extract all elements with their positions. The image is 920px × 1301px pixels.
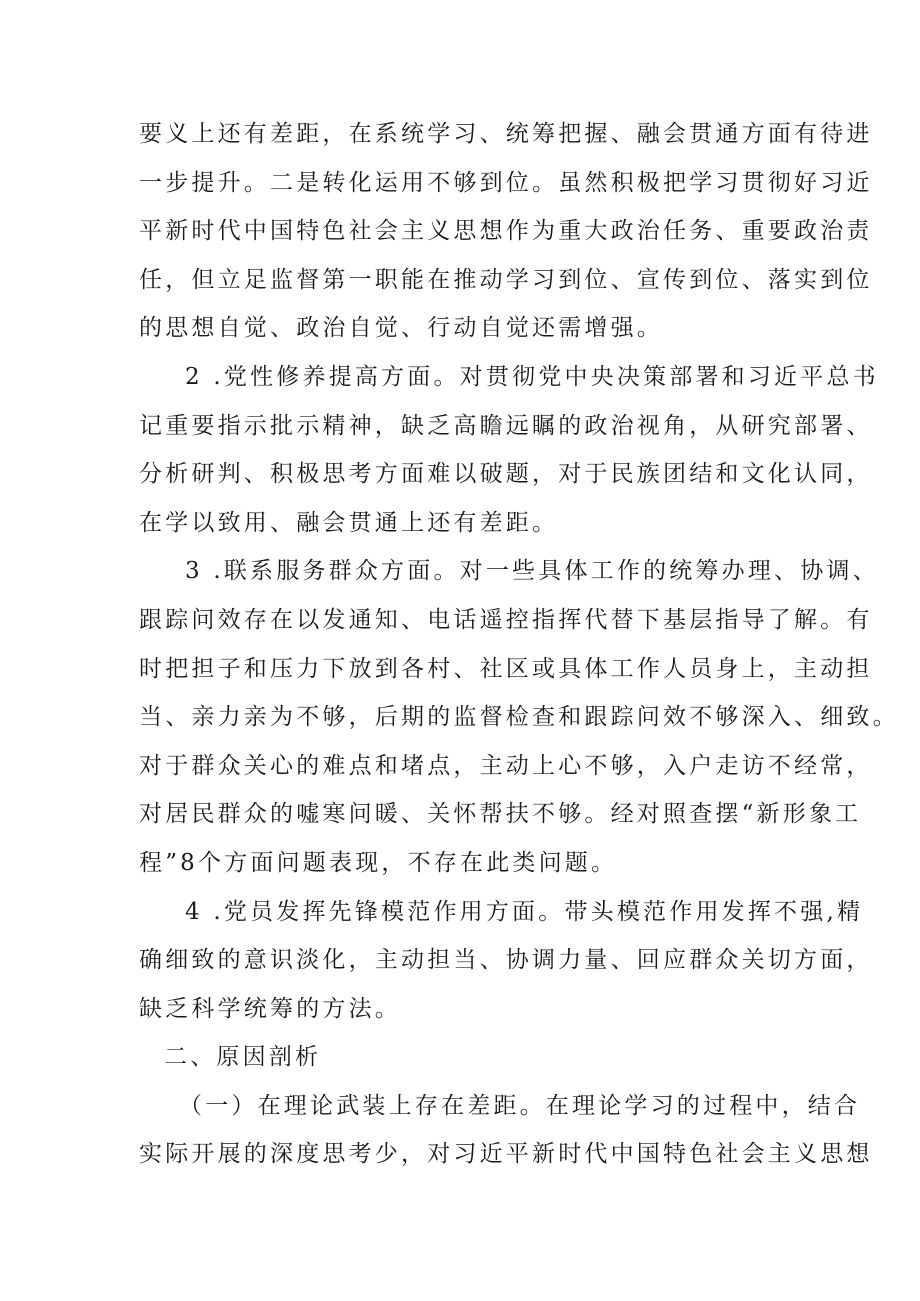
- text-line: 一步提升。二是转化运用不够到位。虽然积极把学习贯彻好习近: [139, 169, 873, 196]
- text-line: 的思想自觉、政治自觉、行动自觉还需增强。: [139, 315, 663, 342]
- item-4-heading-line: 4 .党员发挥先锋模范作用方面。带头模范作用发挥不强,精: [185, 898, 864, 925]
- text-line: 程”8个方面问题表现，不存在此类问题。: [139, 849, 618, 876]
- text-line: 任，但立足监督第一职能在推动学习到位、宣传到位、落实到位: [139, 266, 873, 293]
- text-line: 在学以致用、融会贯通上还有差距。: [139, 509, 559, 536]
- text-line: 确细致的意识淡化，主动担当、协调力量、回应群众关切方面，: [139, 947, 873, 974]
- text-line: 跟踪问效存在以发通知、电话遥控指挥代替下基层指导了解。有: [139, 606, 873, 633]
- item-3-heading-line: 3 .联系服务群众方面。对一些具体工作的统筹办理、协调、: [185, 558, 879, 585]
- text-line: 对居民群众的嘘寒问暖、关怀帮扶不够。经对照查摆“新形象工: [139, 801, 862, 828]
- text-line: 缺乏科学统筹的方法。: [139, 995, 401, 1022]
- document-body: [139, 110, 899, 1179]
- text-line: 要义上还有差距，在系统学习、统筹把握、融会贯通方面有待进: [139, 121, 873, 147]
- text-line: 当、亲力亲为不够，后期的监督检查和跟踪问效不够深入、细致。: [139, 704, 899, 731]
- subsection-heading-line: （一）在理论武装上存在差距。在理论学习的过程中，结合: [179, 1092, 861, 1119]
- section-heading: 二、原因剖析: [164, 1044, 322, 1071]
- text-line: 实际开展的深度思考少，对习近平新时代中国特色社会主义思想: [139, 1141, 873, 1168]
- item-2-heading-line: 2 .党性修养提高方面。对贯彻党中央决策部署和习近平总书: [185, 363, 879, 390]
- text-line: 平新时代中国特色社会主义思想作为重大政治任务、重要政治责: [139, 218, 873, 245]
- text-line: 记重要指示批示精神，缺乏高瞻远瞩的政治视角，从研究部署、: [139, 412, 873, 439]
- text-line: 对于群众关心的难点和堵点，主动上心不够，入户走访不经常，: [139, 752, 873, 779]
- text-line: 时把担子和压力下放到各村、社区或具体工作人员身上，主动担: [139, 655, 873, 682]
- text-line: 分析研判、积极思考方面难以破题，对于民族团结和文化认同，: [139, 461, 873, 488]
